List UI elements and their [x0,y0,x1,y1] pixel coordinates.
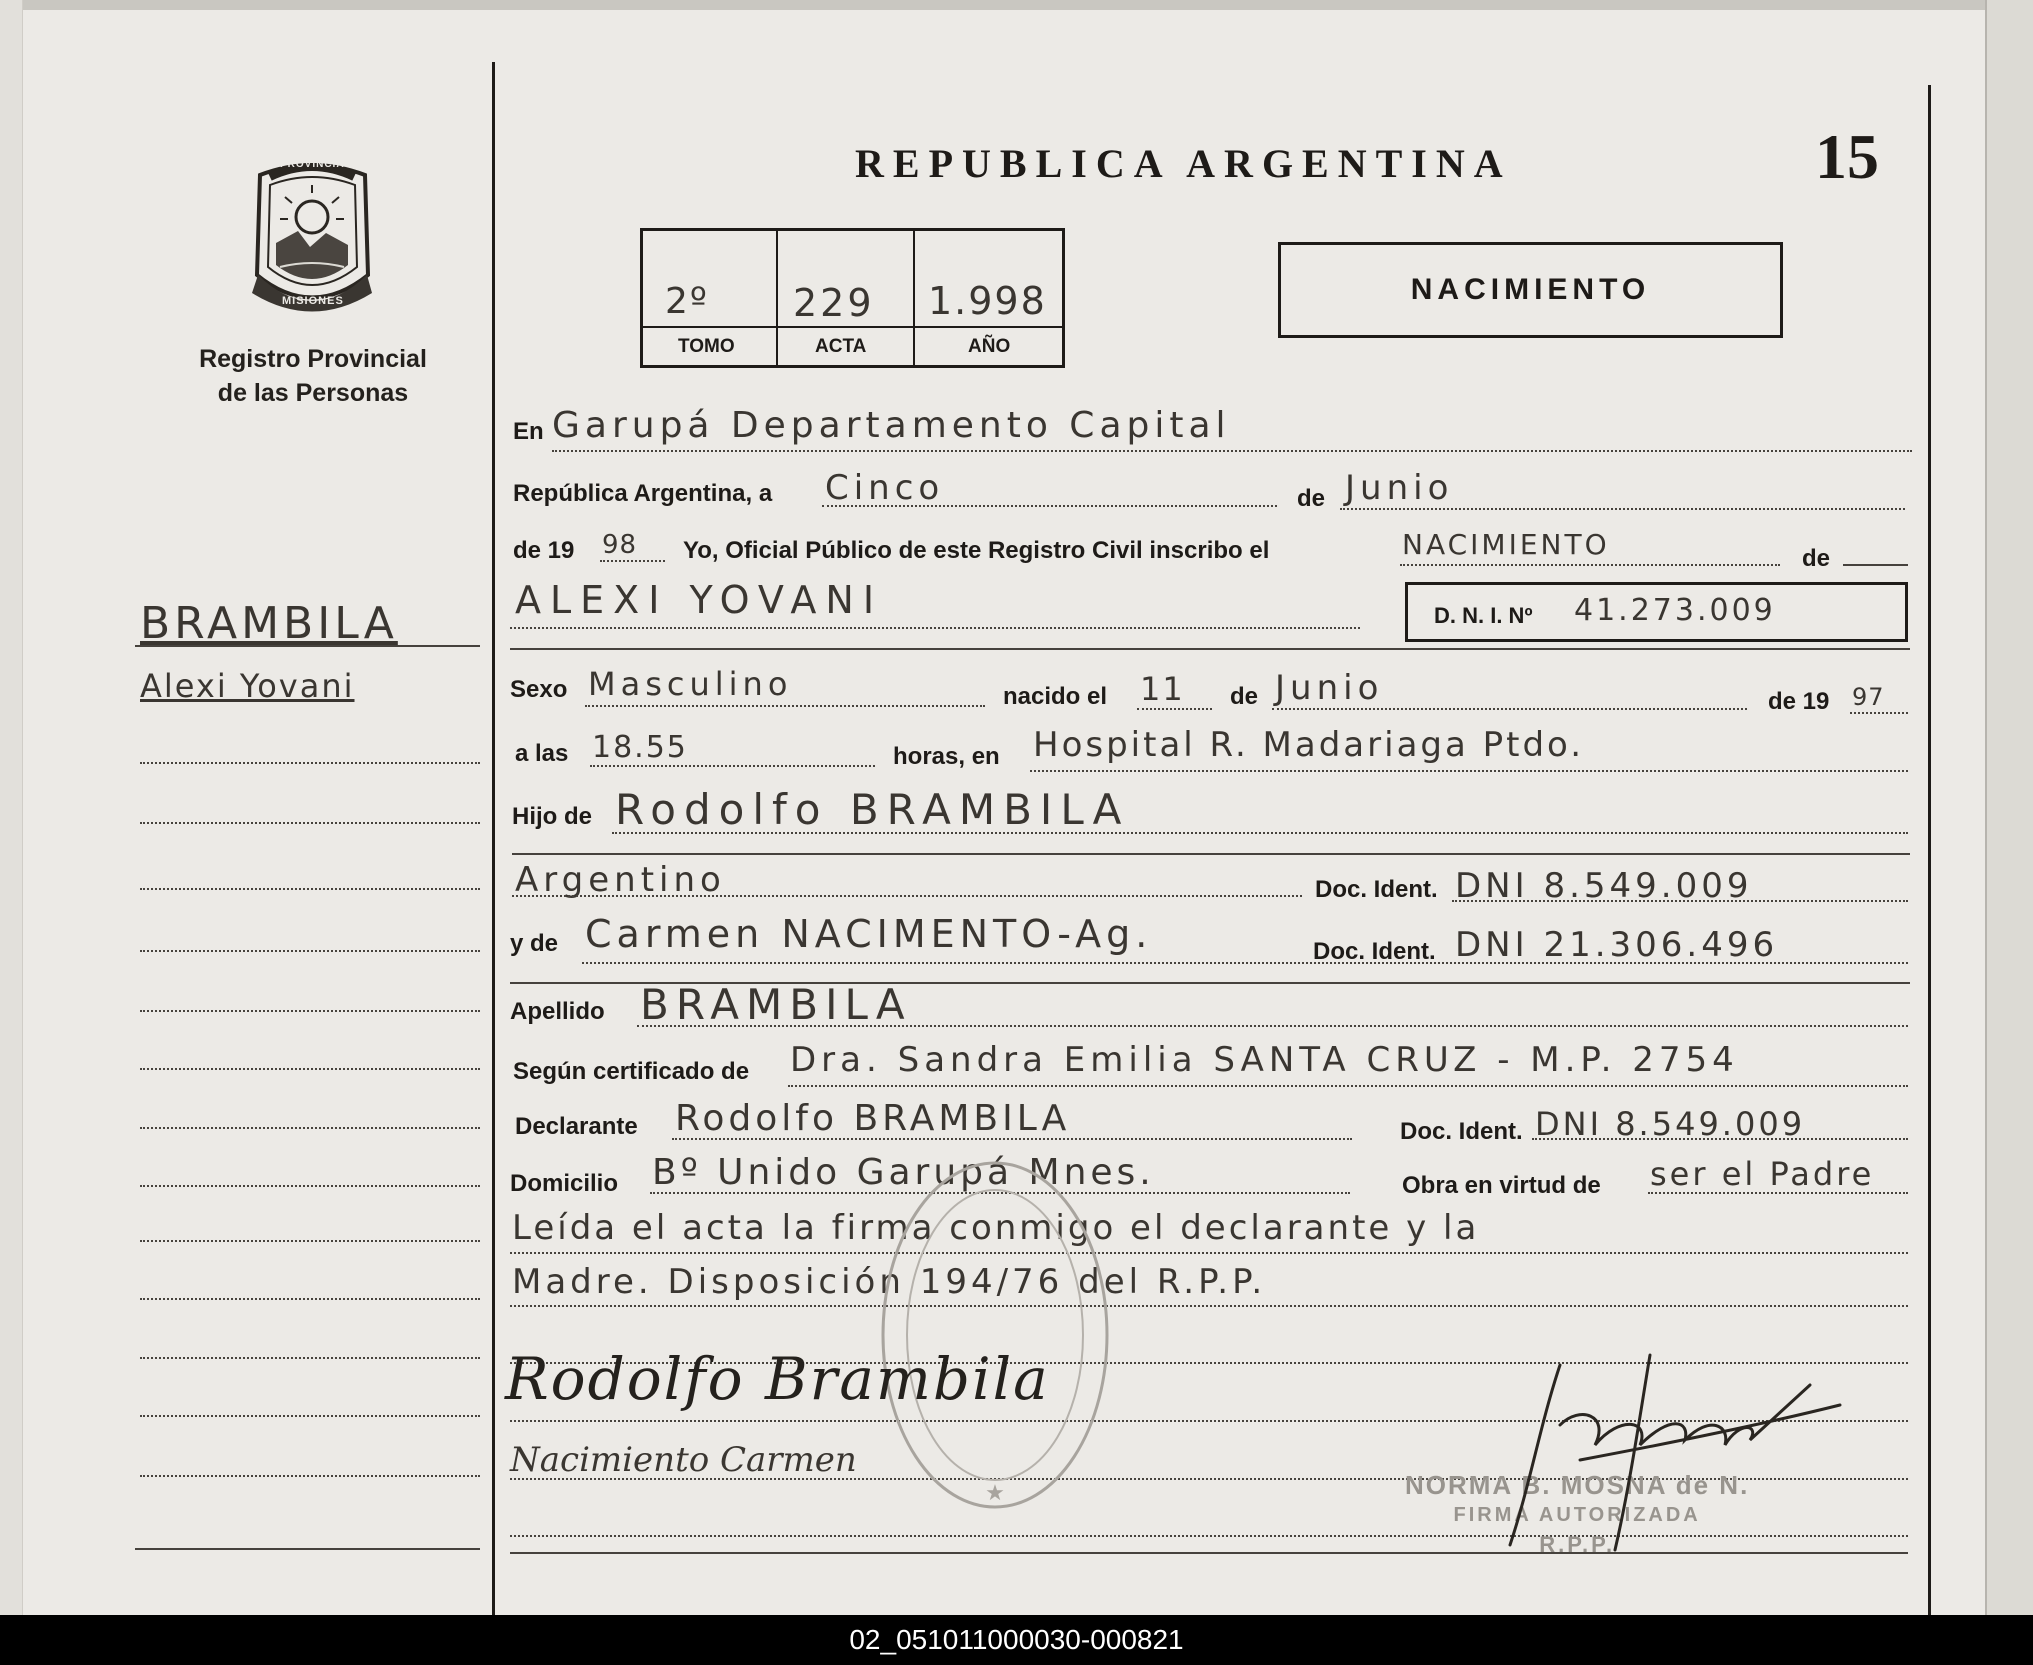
month-value: Junio [1345,468,1454,508]
declarante-value: Rodolfo BRAMBILA [675,1098,1071,1139]
registry-name-line2: de las Personas [217,379,409,407]
section-rule [512,853,1910,855]
page-number: 15 [1815,121,1879,192]
line [512,895,1302,897]
line [672,1138,1352,1140]
line [510,627,1360,629]
line [1137,708,1212,710]
place-value: Hospital R. Madariaga Ptdo. [1033,725,1585,765]
dni-label: D. N. I. Nº [1434,603,1533,628]
doc-ident-label-2: Doc. Ident. [1313,938,1436,965]
declarant-signature: Rodolfo Brambila [505,1345,1050,1413]
birth-month: Junio [1275,668,1384,708]
margin-line [140,1475,480,1477]
mother-name: Carmen NACIMENTO-Ag. [585,912,1153,956]
line [1843,564,1908,566]
margin-line [140,1010,480,1012]
margin-line [140,1415,480,1417]
image-code-footer: 02_051011000030-000821 [0,1615,2033,1665]
father-nationality: Argentino [515,860,726,900]
line [552,450,1912,452]
a-las-label: a las [515,740,569,767]
acta-label: ACTA [815,336,867,357]
sexo-value: Masculino [588,665,793,703]
domicilio-label: Domicilio [510,1170,619,1197]
margin-line [140,1298,480,1300]
line [637,1025,1908,1027]
margin-line [140,822,480,824]
y-de-label: y de [510,930,559,957]
doc-ident-label-3: Doc. Ident. [1400,1118,1523,1145]
horas-label: horas, en [893,743,1000,770]
line [822,505,1277,507]
margin-line [140,1185,480,1187]
line [1272,708,1747,710]
hijo-label: Hijo de [512,803,593,830]
de-label-2: de [1802,545,1831,572]
declarante-doc: DNI 8.549.009 [1535,1105,1806,1143]
child-name: ALEXI YOVANI [515,578,884,622]
tomo-label: TOMO [678,336,735,357]
record-box [640,228,1065,368]
registry-stamp-icon [875,1155,1115,1515]
line [1030,770,1908,772]
father-doc: DNI 8.549.009 [1455,866,1753,906]
de-label: de [1297,485,1326,512]
margin-underline [135,645,480,647]
official-stamp-title: FIRMA AUTORIZADA [1453,1504,1701,1526]
doc-ident-label: Doc. Ident. [1315,876,1438,903]
margin-surname: BRAMBILA [140,598,398,649]
nacido-label: nacido el [1003,683,1108,710]
margin-bottom-rule [135,1548,480,1550]
act-type-label: NACIMIENTO [1410,273,1651,306]
obra-value: ser el Padre [1650,1155,1875,1193]
official-signature-icon [1500,1345,1860,1565]
line [1532,1138,1908,1140]
line [585,705,985,707]
birth-year-prefix: de 19 [1768,688,1830,715]
apellido-value: BRAMBILA [640,980,912,1029]
line [590,765,875,767]
official-stamp-name: NORMA B. MOSNA de N. [1405,1470,1750,1500]
en-label: En [513,418,544,445]
line [788,1085,1908,1087]
misiones-seal-icon [240,155,385,315]
en-value: Garupá Departamento Capital [552,405,1231,446]
day-value: Cinco [825,468,945,508]
margin-line [140,1357,480,1359]
line [1452,900,1908,902]
margin-line [140,888,480,890]
line [1400,564,1780,566]
section-rule [510,648,1910,650]
page-top-edge [0,0,2033,10]
margin-line [140,1127,480,1129]
father-name: Rodolfo BRAMBILA [615,785,1130,834]
tomo-value: 2º [665,281,709,322]
page-right-edge [1985,0,2033,1615]
dni-value: 41.273.009 [1574,593,1776,628]
margin-line [140,1068,480,1070]
birth-day: 11 [1140,670,1185,708]
seal-text-top: PROVINCIA DE [280,159,364,170]
de-label-3: de [1230,683,1259,710]
domicilio-value: Bº Unido Garupá Mnes. [652,1152,1155,1193]
certificado-value: Dra. Sandra Emilia SANTA CRUZ - M.P. 2754 [790,1040,1739,1080]
inscribo-value: NACIMIENTO [1402,528,1610,561]
line [510,1305,1908,1307]
acta-value: 229 [793,281,875,325]
act-type-box [1278,242,1783,338]
margin-line [140,950,480,952]
svg-text:★: ★ [985,1481,1005,1506]
observations-line-2: Madre. Disposición 194/76 del R.P.P. [512,1262,1267,1302]
seal-text-bottom: MISIONES [282,295,344,307]
ano-value: 1.998 [928,279,1047,323]
oficial-text: Yo, Oficial Público de este Registro Civil inscribo el [683,537,1270,564]
right-border-line [1928,85,1931,1615]
margin-divider-line [492,62,495,1615]
year-value: 98 [602,530,638,560]
official-stamp-office: R.P.P. [1539,1532,1616,1557]
observations-line-1: Leída el acta la firma conmigo el declarante y la [512,1208,1480,1248]
margin-given-names: Alexi Yovani [140,667,355,705]
line [1340,508,1905,510]
line [600,560,665,562]
line [582,962,1908,964]
margin-line [140,762,480,764]
sexo-label: Sexo [510,676,568,703]
birth-year: 97 [1852,683,1885,711]
registry-name [168,342,458,410]
ano-label: AÑO [968,336,1011,357]
line [1850,712,1908,714]
line [612,832,1908,834]
line [510,1252,1908,1254]
apellido-label: Apellido [510,998,605,1025]
mother-signature: Nacimiento Carmen [510,1440,857,1480]
segun-label: Según certificado de [513,1058,750,1085]
year-prefix-label: de 19 [513,537,575,564]
margin-line [140,1240,480,1242]
republica-label: República Argentina, a [513,480,773,507]
declarante-label: Declarante [515,1113,638,1140]
mother-doc: DNI 21.306.496 [1455,925,1779,965]
hour-value: 18.55 [592,730,688,765]
registry-name-line1: Registro Provincial [199,345,427,373]
country-heading: REPUBLICA ARGENTINA [855,141,1512,186]
line [1648,1192,1908,1194]
dni-box [1405,582,1908,642]
book-binding-edge [0,0,23,1615]
obra-label: Obra en virtud de [1402,1172,1601,1199]
